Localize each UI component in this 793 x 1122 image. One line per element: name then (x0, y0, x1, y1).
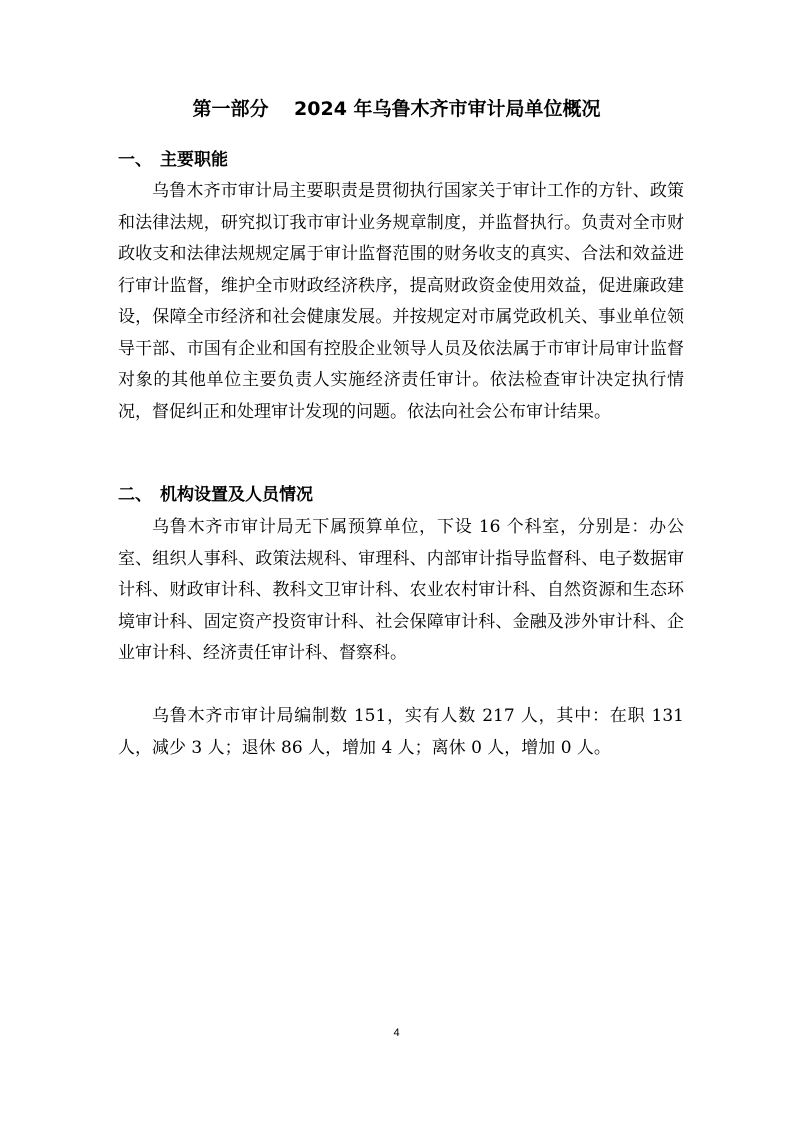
document-title: 第一部分 2024 年乌鲁木齐市审计局单位概况 (192, 98, 601, 120)
section-heading-text: 主要职能 (160, 150, 228, 170)
section-heading-functions (118, 148, 228, 172)
paragraph-departments: 乌鲁木齐市审计局无下属预算单位，下设 16 个科室，分别是：办公室、组织人事科、政策法规科、审理科、内部审计指导监督科、电子数据审计科、财政审计科、教科文卫审计科、农业农村审计科、自然资源和生态环境审计科、固定资产投资审计科、社会保障审计科、金融及涉外审计科、企业审计科、经济责任审计科、督察科。 (118, 517, 684, 663)
section-heading-text: 机构设置及人员情况 (160, 485, 313, 505)
paragraph-main-functions: 乌鲁木齐市审计局主要职责是贯彻执行国家关于审计工作的方针、政策和法律法规，研究拟订我市审计业务规章制度，并监督执行。负责对全市财政收支和法律法规规定属于审计监督范围的财务收支的真实、合法和效益进行审计监督，维护全市财政经济秩序，提高财政资金使用效益，促进廉政建设，保障全市经济和社会健康发展。并按规定对市属党政机关、事业单位领导干部、市国有企业和国有控股企业领导人员及依法属于市审计局审计监督对象的其他单位主要负责人实施经济责任审计。依法检查审计决定执行情况，督促纠正和处理审计发现的问题。依法向社会公布审计结果。 (118, 181, 684, 422)
page-number: 4 (393, 1027, 400, 1039)
paragraph-staffing: 乌鲁木齐市审计局编制数 151，实有人数 217 人，其中：在职 131 人，减少 3 人；退休 86 人，增加 4 人；离休 0 人，增加 0 人。 (118, 706, 684, 758)
section-heading-organization (118, 483, 313, 507)
section-number: 一、 (118, 150, 152, 170)
section-number: 二、 (118, 485, 152, 505)
